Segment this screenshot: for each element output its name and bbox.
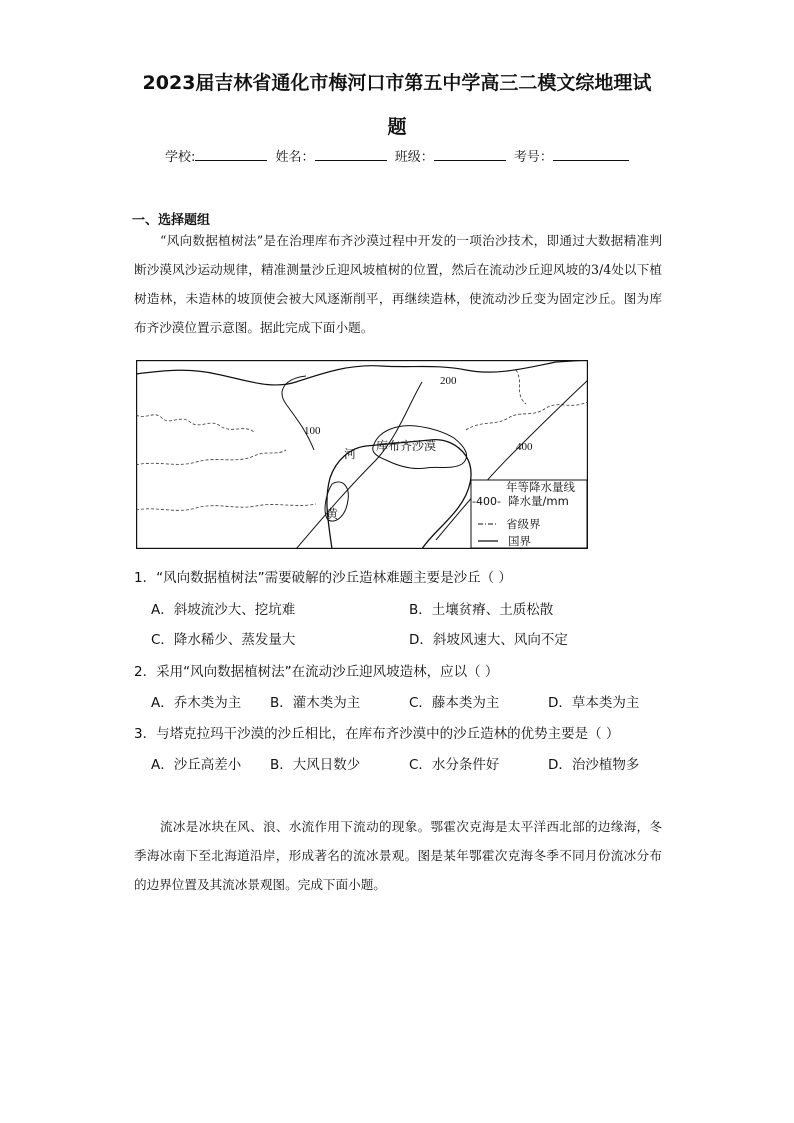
kubuqi-desert-map: [136, 360, 588, 549]
name-blank[interactable]: [315, 147, 387, 161]
q2-option-c[interactable]: C．藤本类为主: [409, 695, 500, 711]
q2-option-a[interactable]: A．乔木类为主: [151, 695, 242, 711]
school-label: 学校:: [165, 150, 196, 165]
label-iso-400: 400: [516, 441, 533, 453]
class-blank[interactable]: [434, 147, 506, 161]
label-iso-200: 200: [440, 375, 457, 387]
q1-option-d[interactable]: D．斜坡风速大、风向不定: [409, 632, 568, 648]
legend-national: 国界: [508, 534, 531, 548]
question-1: 1．“风向数据植树法”需要破解的沙丘造林难题主要是沙丘（ ）: [134, 570, 512, 586]
q2-option-d[interactable]: D．草本类为主: [548, 695, 640, 711]
passage-2: 流冰是冰块在风、浪、水流作用下流动的现象。鄂霍次克海是太平洋西北部的边缘海，冬季海冰南下至北海道沿岸，形成著名的流冰景观。图是某年鄂霍次克海冬季不同月份流冰分布的边界位置及其流冰景观图。完成下面小题。: [134, 819, 662, 892]
exam-number-blank[interactable]: [553, 147, 629, 161]
q3-option-d[interactable]: D．治沙植物多: [548, 757, 640, 773]
label-river-huang: 黄: [326, 507, 339, 521]
passage-1: “风向数据植树法”是在治理库布齐沙漠过程中开发的一项治沙技术，即通过大数据精准判断沙漠风沙运动规律，精准测量沙丘迎风坡植树的位置，然后在流动沙丘迎风坡的3/4处以下植树造林，未造林的坡顶使会被大风逐渐削平，再继续造林，使流动沙丘变为固定沙丘。图为库布齐沙漠位置示意图。据此完成下面小题。: [134, 233, 662, 335]
label-iso-100: 100: [304, 425, 321, 437]
question-3: 3．与塔克拉玛干沙漠的沙丘相比，在库布齐沙漠中的沙丘造林的优势主要是（ ）: [134, 726, 620, 742]
name-label: 姓名：: [275, 150, 315, 165]
q3-option-b[interactable]: B．大风日数少: [270, 757, 361, 773]
student-info-row: [165, 146, 633, 165]
q3-option-a[interactable]: A．沙丘高差小: [151, 757, 242, 773]
q2-option-b[interactable]: B．灌木类为主: [270, 695, 361, 711]
exam-title-line2: 题: [387, 116, 407, 138]
question-2: 2．采用“风向数据植树法”在流动沙丘迎风坡造林，应以（ ）: [134, 664, 499, 680]
school-blank[interactable]: [195, 147, 267, 161]
legend-provincial: 省级界: [506, 517, 541, 531]
q1-option-a[interactable]: A．斜坡流沙大、挖坑难: [151, 602, 296, 618]
section-heading: 一、选择题组: [132, 213, 211, 228]
legend-isoline-sample: -400-: [472, 495, 501, 508]
exam-title-line1: 2023届吉林省通化市梅河口市第五中学高三二模文综地理试: [142, 72, 652, 94]
q3-option-c[interactable]: C．水分条件好: [409, 757, 500, 773]
q1-option-c[interactable]: C．降水稀少、蒸发量大: [151, 632, 296, 648]
label-river-he: 河: [344, 447, 357, 461]
legend-title: 年等降水量线: [506, 480, 575, 494]
exam-number-label: 考号：: [513, 150, 553, 165]
label-desert: 库布齐沙漠: [376, 439, 437, 453]
class-label: 班级：: [394, 150, 434, 165]
q1-option-b[interactable]: B．土壤贫瘠、土质松散: [409, 602, 554, 618]
legend-unit: 降水量/mm: [508, 494, 569, 508]
